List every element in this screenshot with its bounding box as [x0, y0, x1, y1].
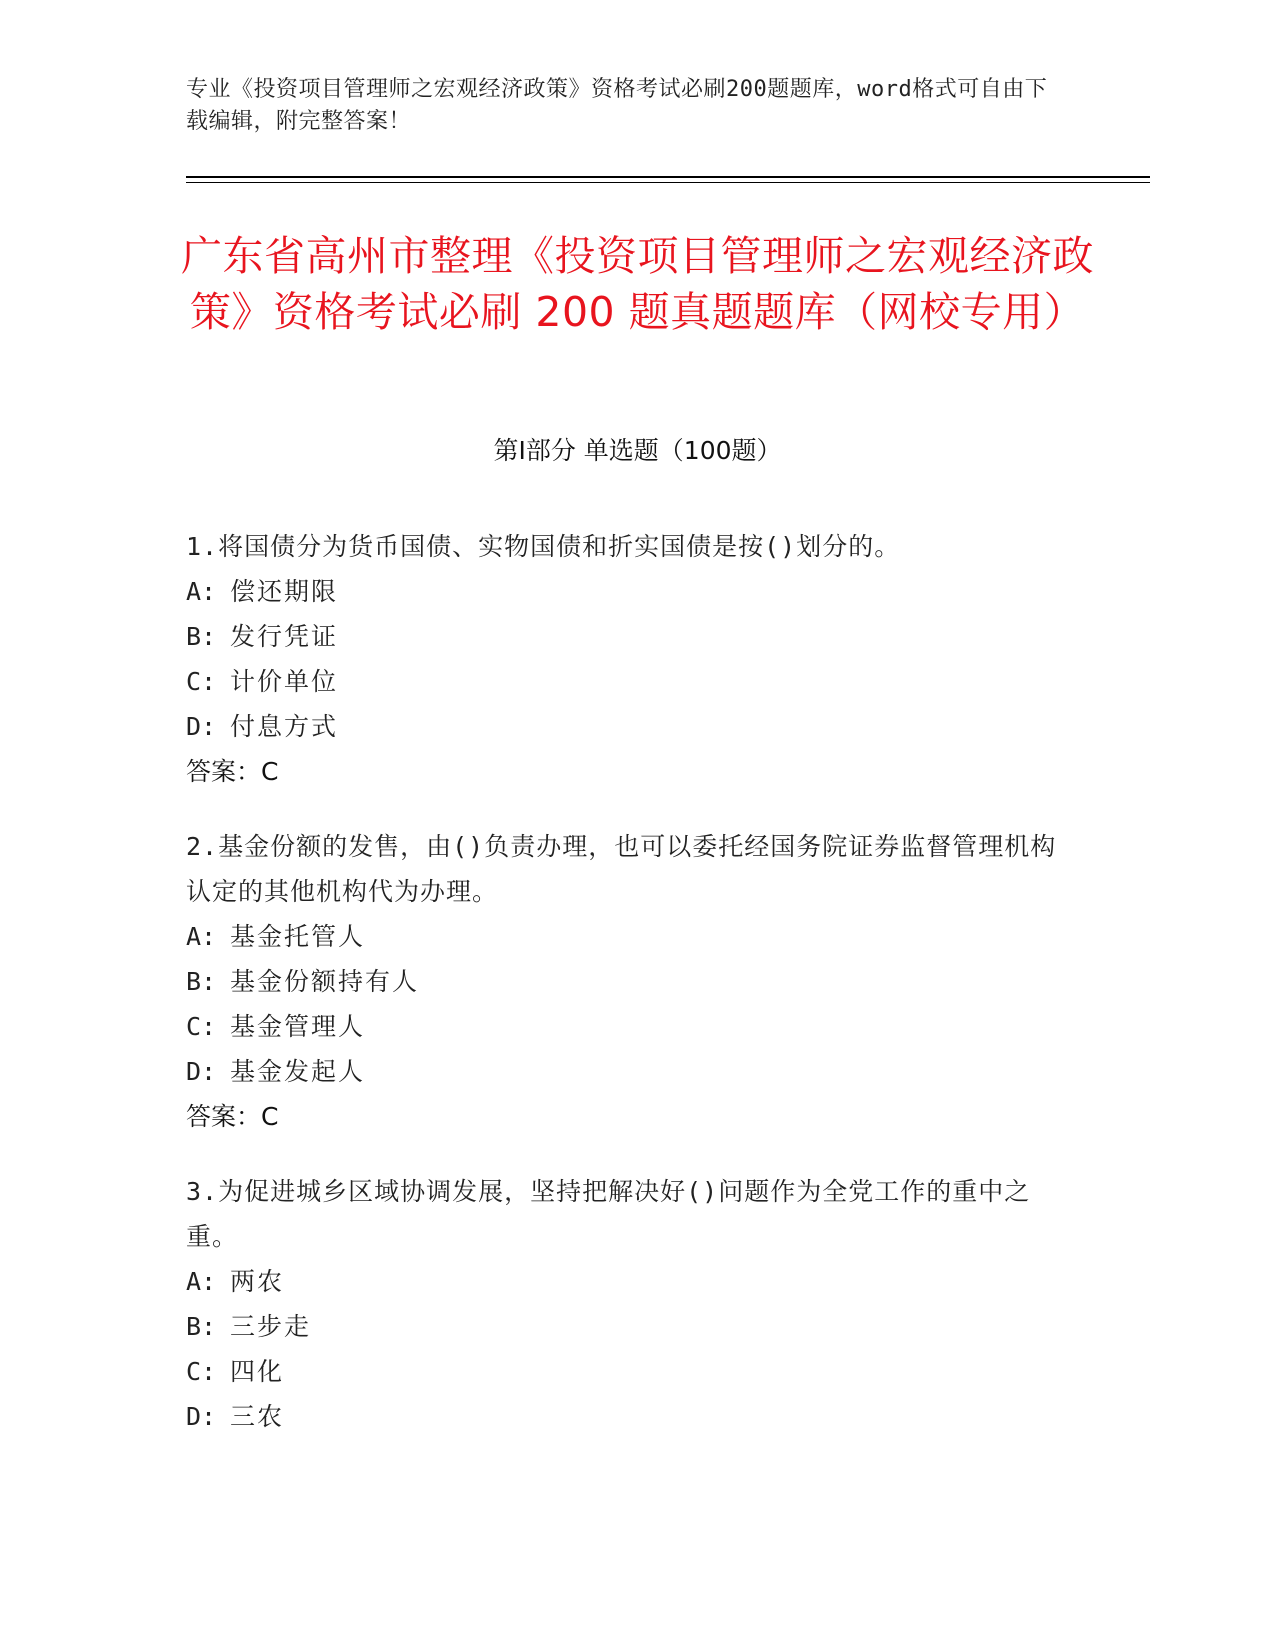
option-c — [186, 659, 1066, 704]
question-list — [186, 524, 1066, 1469]
header-rule-thin — [186, 182, 1150, 183]
option-text: 基金份额持有人 — [230, 967, 420, 996]
option-key: C: — [186, 667, 217, 696]
option-key: C: — [186, 1357, 217, 1386]
option-key: B: — [186, 1312, 217, 1341]
option-text: 付息方式 — [230, 712, 339, 741]
option-b — [186, 959, 1066, 1004]
option-c — [186, 1004, 1066, 1049]
option-text: 基金管理人 — [230, 1012, 366, 1041]
option-text: 三农 — [230, 1402, 285, 1431]
option-c — [186, 1349, 1066, 1394]
header-note: 专业《投资项目管理师之宏观经济政策》资格考试必刷200题题库，word格式可自由下载编辑，附完整答案！ — [186, 77, 1048, 134]
header-rule-thick — [186, 176, 1150, 178]
question-stem: 1.将国债分为货币国债、实物国债和折实国债是按()划分的。 — [186, 532, 901, 561]
answer-line: 答案：C — [186, 757, 279, 786]
option-text: 两农 — [230, 1267, 285, 1296]
option-key: B: — [186, 967, 217, 996]
option-text: 基金托管人 — [230, 922, 366, 951]
option-b — [186, 1304, 1066, 1349]
document-title: 广东省高州市整理《投资项目管理师之宏观经济政策》资格考试必刷 200 题真题题库（网校专用） — [181, 232, 1094, 336]
option-d — [186, 704, 1066, 749]
option-key: D: — [186, 1402, 217, 1431]
option-text: 发行凭证 — [230, 622, 339, 651]
question-2 — [186, 824, 1066, 1139]
option-d — [186, 1394, 1066, 1439]
question-3 — [186, 1169, 1066, 1439]
option-key: A: — [186, 922, 217, 951]
option-text: 三步走 — [230, 1312, 312, 1341]
option-key: B: — [186, 622, 217, 651]
option-text: 四化 — [230, 1357, 285, 1386]
option-key: A: — [186, 1267, 217, 1296]
option-b — [186, 614, 1066, 659]
question-stem: 2.基金份额的发售，由()负责办理，也可以委托经国务院证券监督管理机构认定的其他机构代为办理。 — [186, 832, 1057, 906]
question-stem: 3.为促进城乡区域协调发展，坚持把解决好()问题作为全党工作的重中之重。 — [186, 1177, 1031, 1251]
section-heading: 第Ⅰ部分 单选题（100题） — [493, 436, 782, 465]
option-a — [186, 569, 1066, 614]
option-d — [186, 1049, 1066, 1094]
option-a — [186, 914, 1066, 959]
option-text: 基金发起人 — [230, 1057, 366, 1086]
option-a — [186, 1259, 1066, 1304]
option-key: C: — [186, 1012, 217, 1041]
option-key: D: — [186, 1057, 217, 1086]
option-key: A: — [186, 577, 217, 606]
option-text: 计价单位 — [230, 667, 339, 696]
option-key: D: — [186, 712, 217, 741]
option-text: 偿还期限 — [230, 577, 339, 606]
answer-line: 答案：C — [186, 1102, 279, 1131]
question-1 — [186, 524, 1066, 794]
